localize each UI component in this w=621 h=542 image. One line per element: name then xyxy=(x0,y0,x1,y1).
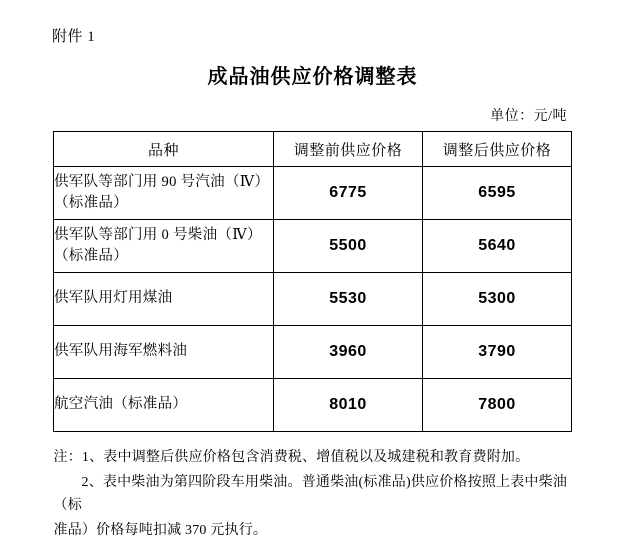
cell-price-after: 6595 xyxy=(423,167,572,220)
cell-price-after: 7800 xyxy=(423,379,572,432)
cell-price-after: 3790 xyxy=(423,326,572,379)
table-header-row xyxy=(54,132,572,167)
table-row xyxy=(54,273,572,326)
product-name-line2: （标准品） xyxy=(54,195,128,211)
product-name-line2: （标准品） xyxy=(54,248,128,264)
column-header-price-before: 调整前供应价格 xyxy=(274,132,423,167)
cell-product-name xyxy=(54,167,274,220)
note-2: 2、表中柴油为第四阶段车用柴油。普通柴油(标准品)供应价格按照上表中柴油（标 xyxy=(53,475,568,514)
cell-price-after: 5300 xyxy=(423,273,572,326)
product-name-line1: 供军队用灯用煤油 xyxy=(54,290,173,307)
product-name-line1: 航空汽油（标准品） xyxy=(54,396,188,413)
note-2-continued: 准品）价格每吨扣减 370 元执行。 xyxy=(53,523,268,539)
product-name-line1: 供军队用海军燃料油 xyxy=(54,343,188,360)
table-row xyxy=(54,379,572,432)
unit-note: 单位：元/吨 xyxy=(490,109,567,124)
cell-product-name xyxy=(54,326,274,379)
price-adjustment-table xyxy=(53,131,572,432)
attachment-label: 附件 1 xyxy=(52,29,96,45)
product-name-line1: 供军队等部门用 0 号柴油（Ⅳ） xyxy=(54,226,262,243)
cell-price-before: 5530 xyxy=(274,273,423,326)
column-header-price-after: 调整后供应价格 xyxy=(423,132,572,167)
cell-price-before: 8010 xyxy=(274,379,423,432)
table-notes xyxy=(54,446,572,542)
table-row xyxy=(54,167,572,220)
cell-price-before: 3960 xyxy=(274,326,423,379)
cell-price-before: 5500 xyxy=(274,220,423,273)
cell-price-after: 5640 xyxy=(423,220,572,273)
cell-product-name xyxy=(54,273,274,326)
column-header-product: 品种 xyxy=(54,132,274,167)
note-1: 注：1、表中调整后供应价格包含消费税、增值税以及城建税和教育费附加。 xyxy=(53,450,530,465)
page-title: 成品油供应价格调整表 xyxy=(207,66,418,88)
product-name-line1: 供军队等部门用 90 号汽油（Ⅳ） xyxy=(54,173,270,190)
table-row xyxy=(54,220,572,273)
table-row xyxy=(54,326,572,379)
cell-product-name xyxy=(54,220,274,273)
cell-product-name xyxy=(54,379,274,432)
cell-price-before: 6775 xyxy=(274,167,423,220)
